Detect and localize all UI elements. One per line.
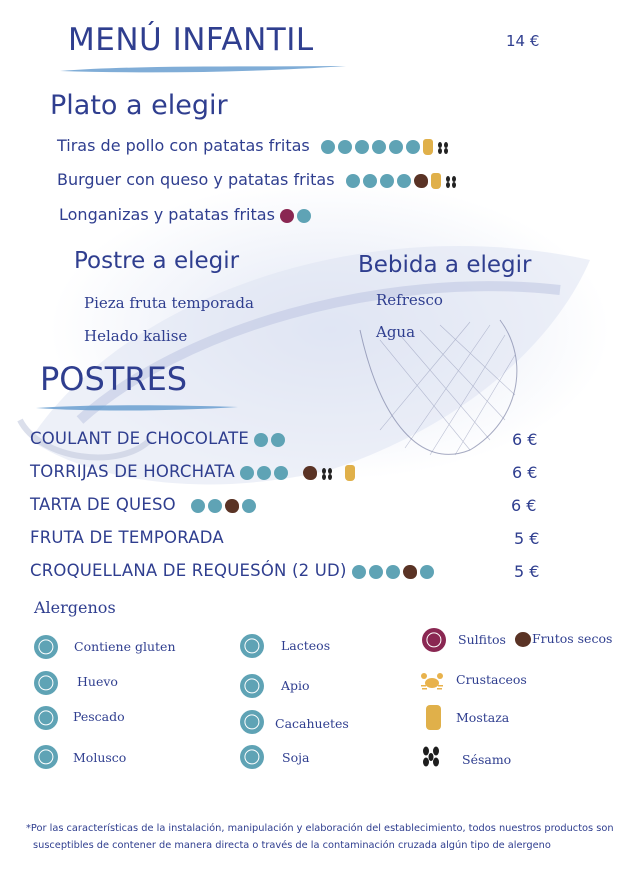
egg-icon bbox=[369, 565, 383, 579]
sulphites-icon bbox=[280, 209, 294, 223]
wheat-icon bbox=[352, 565, 366, 579]
milk-icon bbox=[380, 174, 394, 188]
legend-label: Molusco bbox=[73, 750, 127, 765]
milk-icon bbox=[254, 433, 268, 447]
postre-name: TARTA DE QUESO bbox=[30, 495, 176, 514]
legend-label: Apio bbox=[281, 678, 310, 693]
milk-icon bbox=[386, 565, 400, 579]
postre-price: 6 € bbox=[512, 463, 538, 482]
dish-label: Burguer con queso y patatas fritas bbox=[57, 170, 335, 189]
bebida-heading: Bebida a elegir bbox=[358, 252, 532, 278]
peanut-icon bbox=[420, 565, 434, 579]
soy-icon bbox=[389, 140, 403, 154]
milk-icon bbox=[355, 140, 369, 154]
dish-item bbox=[57, 136, 453, 155]
sesame-icon bbox=[444, 174, 458, 188]
nuts-icon bbox=[403, 565, 417, 579]
legend-label: Cacahuetes bbox=[275, 716, 349, 731]
plato-heading: Plato a elegir bbox=[50, 90, 228, 121]
legend-label: Huevo bbox=[77, 674, 118, 689]
legend-label: Mostaza bbox=[456, 710, 510, 725]
wheat-icon bbox=[321, 140, 335, 154]
milk-icon bbox=[257, 466, 271, 480]
soy-icon bbox=[274, 466, 288, 480]
postres-heading: POSTRES bbox=[40, 360, 188, 398]
peanut-icon bbox=[240, 710, 264, 734]
bebida-item: Agua bbox=[376, 323, 416, 341]
postre-item: Helado kalise bbox=[84, 327, 188, 345]
postre-item: Pieza fruta temporada bbox=[84, 294, 254, 312]
dish-item bbox=[57, 170, 461, 189]
soy-icon bbox=[240, 745, 264, 769]
celery-icon bbox=[406, 140, 420, 154]
legend-label: Sulfitos bbox=[458, 632, 506, 647]
nuts-icon bbox=[414, 174, 428, 188]
postre-row bbox=[30, 429, 288, 448]
soy-icon bbox=[297, 209, 311, 223]
mustard-icon bbox=[345, 465, 355, 481]
postres-brush-underline bbox=[34, 402, 240, 414]
postre-name: CROQUELLANA DE REQUESÓN (2 UD) bbox=[30, 561, 347, 580]
shell-icon bbox=[34, 745, 58, 769]
alergenos-heading: Alergenos bbox=[34, 598, 116, 617]
soy-icon bbox=[242, 499, 256, 513]
title-brush-underline bbox=[58, 62, 348, 76]
sesame-icon bbox=[320, 466, 334, 480]
mustard-icon bbox=[426, 705, 441, 730]
postre-row bbox=[30, 561, 437, 580]
nuts-icon bbox=[303, 466, 317, 480]
legend-label: Contiene gluten bbox=[74, 639, 176, 654]
legend-label: Soja bbox=[282, 750, 310, 765]
peanut-icon bbox=[372, 140, 386, 154]
bebida-item: Refresco bbox=[376, 291, 443, 309]
nuts-icon bbox=[225, 499, 239, 513]
wheat-icon bbox=[240, 466, 254, 480]
dish-item bbox=[59, 205, 314, 224]
milk-icon bbox=[208, 499, 222, 513]
egg-icon bbox=[338, 140, 352, 154]
postre-price: 6 € bbox=[511, 496, 537, 515]
postre-price: 5 € bbox=[514, 529, 540, 548]
celery-icon bbox=[240, 674, 264, 698]
postre-row bbox=[30, 462, 358, 481]
egg-icon bbox=[363, 174, 377, 188]
postre-name: TORRIJAS DE HORCHATA bbox=[30, 462, 235, 481]
sesame-icon bbox=[436, 140, 450, 154]
egg-icon bbox=[271, 433, 285, 447]
egg-icon bbox=[34, 671, 58, 695]
mustard-icon bbox=[423, 139, 433, 155]
menu-title: MENÚ INFANTIL bbox=[68, 22, 314, 58]
legend-label: Frutos secos bbox=[532, 631, 613, 646]
crab-icon bbox=[420, 670, 444, 692]
milk-icon bbox=[240, 634, 264, 658]
footer-note-line1: *Por las características de la instalación, manipulación y elaboración del establecimiento, todos nuestros productos son bbox=[26, 823, 614, 834]
postre-name: FRUTA DE TEMPORADA bbox=[30, 528, 224, 547]
wheat-icon bbox=[346, 174, 360, 188]
footer-note-line2: susceptibles de contener de manera directa o través de la contaminación cruzada algún tipo de alergeno bbox=[33, 840, 551, 851]
postre-price: 5 € bbox=[514, 562, 540, 581]
soy-icon bbox=[397, 174, 411, 188]
wheat-icon bbox=[34, 635, 58, 659]
nuts-icon bbox=[515, 632, 531, 647]
dish-label: Tiras de pollo con patatas fritas bbox=[57, 136, 310, 155]
fish-icon bbox=[34, 706, 58, 730]
postre-heading: Postre a elegir bbox=[74, 248, 240, 274]
sulphites-icon bbox=[422, 628, 446, 652]
menu-price: 14 € bbox=[506, 32, 540, 50]
sesame-icon bbox=[420, 746, 442, 768]
postre-row bbox=[30, 495, 259, 514]
dish-label: Longanizas y patatas fritas bbox=[59, 205, 275, 224]
legend-label: Pescado bbox=[73, 709, 125, 724]
egg-icon bbox=[191, 499, 205, 513]
mustard-icon bbox=[431, 173, 441, 189]
legend-label: Crustaceos bbox=[456, 672, 527, 687]
legend-label: Sésamo bbox=[462, 752, 512, 767]
postre-name: COULANT DE CHOCOLATE bbox=[30, 429, 249, 448]
postre-price: 6 € bbox=[512, 430, 538, 449]
postre-row bbox=[30, 528, 224, 547]
legend-label: Lacteos bbox=[281, 638, 331, 653]
